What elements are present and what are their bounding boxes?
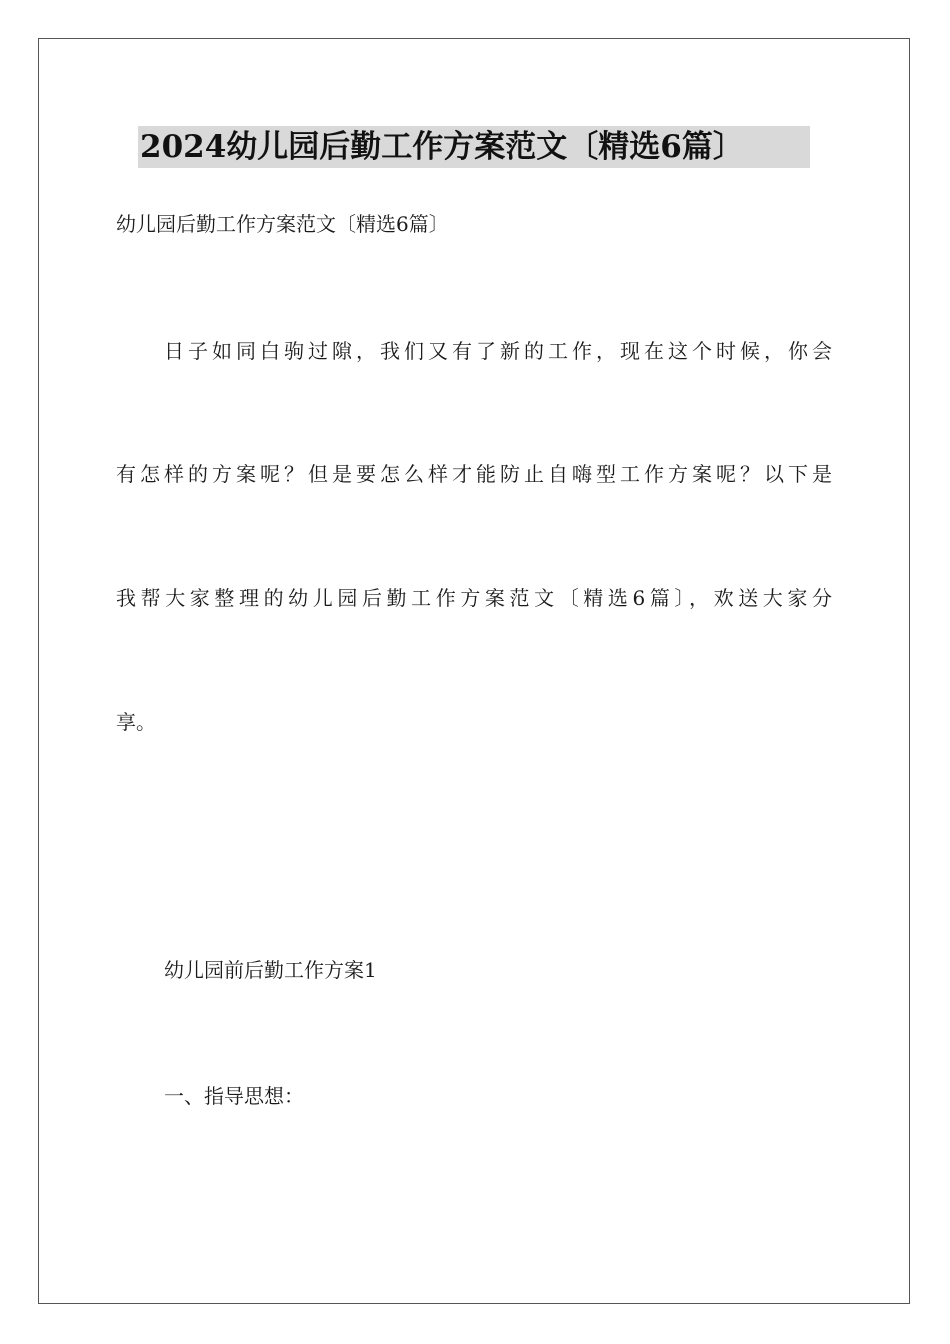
intro-line-2: 有怎样的方案呢？但是要怎么样才能防止自嗨型工作方案呢？以下是 xyxy=(116,462,832,486)
intro-line-3: 我帮大家整理的幼儿园后勤工作方案范文〔精选6篇〕，欢送大家分 xyxy=(116,586,832,610)
document-title: 2024幼儿园后勤工作方案范文〔精选6篇〕 xyxy=(138,126,810,168)
section-heading: 幼儿园前后勤工作方案1 xyxy=(164,958,377,982)
section-item-guiding-ideology: 一、指导思想： xyxy=(164,1084,304,1108)
intro-line-4: 享。 xyxy=(116,710,156,734)
intro-line-1: 日子如同白驹过隙，我们又有了新的工作，现在这个时候，你会 xyxy=(164,339,832,363)
document-subtitle: 幼儿园后勤工作方案范文〔精选6篇〕 xyxy=(116,212,449,236)
